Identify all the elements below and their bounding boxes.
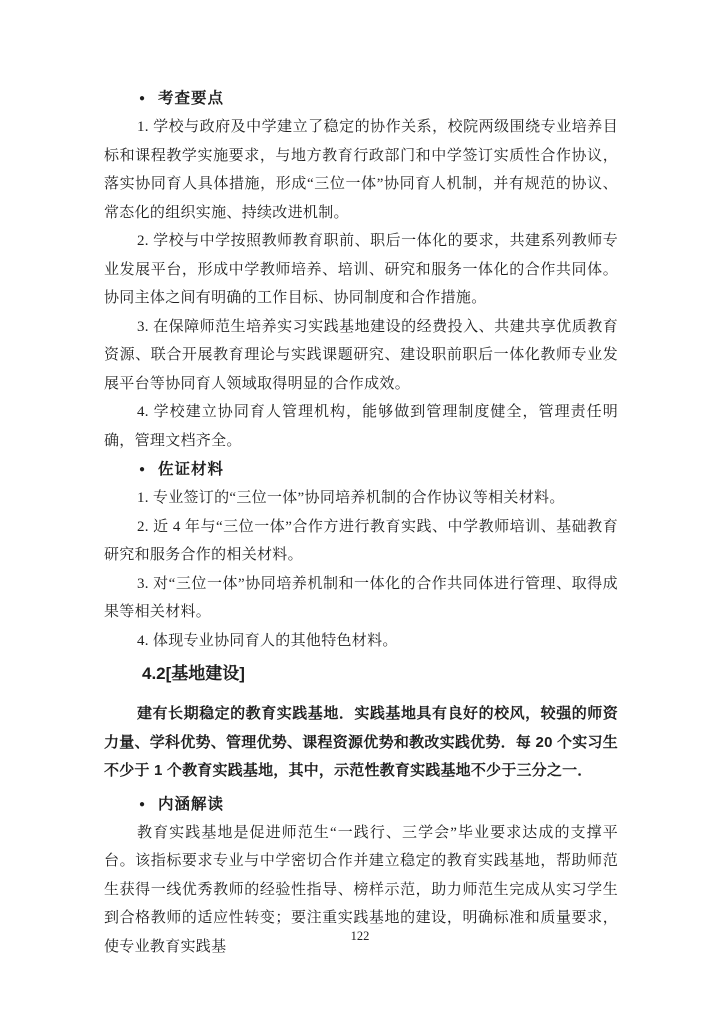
kaocha-paragraph-2: 2. 学校与中学按照教师教育职前、职后一体化的要求，共建系列教师专业发展平台，形成中学教师培养、培训、研究和服务一体化的合作共同体。协同主体之间有明确的工作目标、协同制度和合作措施。 bbox=[104, 233, 618, 306]
bullet-icon: ● bbox=[139, 464, 146, 475]
kaocha-paragraph-4: 4. 学校建立协同育人管理机构，能够做到管理制度健全，管理责任明确，管理文档齐全。 bbox=[104, 404, 618, 449]
neihan-paragraph: 教育实践基地是促进师范生“一践行、三学会”毕业要求达成的支撑平台。该指标要求专业与中学密切合作并建立稳定的教育实践基地，帮助师范生获得一线优秀教师的经验性指导、榜样示范，助力师范生完成从实习学生到合格教师的适应性转变；要注重实践基地的建设，明确标准和质量要求，使专业教育实践基 bbox=[104, 824, 618, 955]
section-42-heading: 4.2[基地建设] bbox=[142, 664, 245, 683]
kaocha-paragraph-3: 3. 在保障师范生培养实习实践基地建设的经费投入、共建共享优质教育资源、联合开展教育理论与实践课题研究、建设职前职后一体化教师专业发展平台等协同育人领域取得明显的合作成效。 bbox=[104, 318, 618, 392]
zuozheng-item-2: 2. 近 4 年与“三位一体”合作方进行教育实践、中学教师培训、基础教育研究和服务合作的相关材料。 bbox=[104, 518, 618, 563]
section-heading-kaocha bbox=[104, 84, 618, 113]
section-heading-kaocha-label: 考查要点 bbox=[158, 90, 225, 107]
section-heading-neihan bbox=[104, 790, 618, 819]
page-content bbox=[104, 84, 618, 961]
section-42-intro: 建有长期稳定的教育实践基地．实践基地具有良好的校风，较强的师资力量、学科优势、管理优势、课程资源优势和教改实践优势．每 20 个实习生不少于 1 个教育实践基地，其中，示范性教育实践基地不少于三分之一． bbox=[104, 705, 618, 779]
section-heading-neihan-label: 内涵解读 bbox=[158, 795, 225, 813]
kaocha-paragraph-1: 1. 学校与政府及中学建立了稳定的协作关系，校院两级围绕专业培养目标和课程教学实施要求，与地方教育行政部门和中学签订实质性合作协议，落实协同育人具体措施，形成“三位一体”协同育人机制，并有规范的协议、常态化的组织实施、持续改进机制。 bbox=[104, 119, 618, 221]
bullet-icon: ● bbox=[139, 93, 146, 104]
zuozheng-item-3: 3. 对“三位一体”协同培养机制和一体化的合作共同体进行管理、取得成果等相关材料。 bbox=[104, 575, 618, 620]
zuozheng-item-1: 1. 专业签订的“三位一体”协同培养机制的合作协议等相关材料。 bbox=[137, 490, 565, 506]
section-heading-zuozheng-label: 佐证材料 bbox=[158, 461, 225, 478]
zuozheng-item-4: 4. 体现专业协同育人的其他特色材料。 bbox=[137, 632, 398, 649]
section-heading-zuozheng bbox=[104, 455, 618, 484]
page-number: 122 bbox=[350, 929, 370, 943]
bullet-icon: ● bbox=[139, 798, 146, 810]
